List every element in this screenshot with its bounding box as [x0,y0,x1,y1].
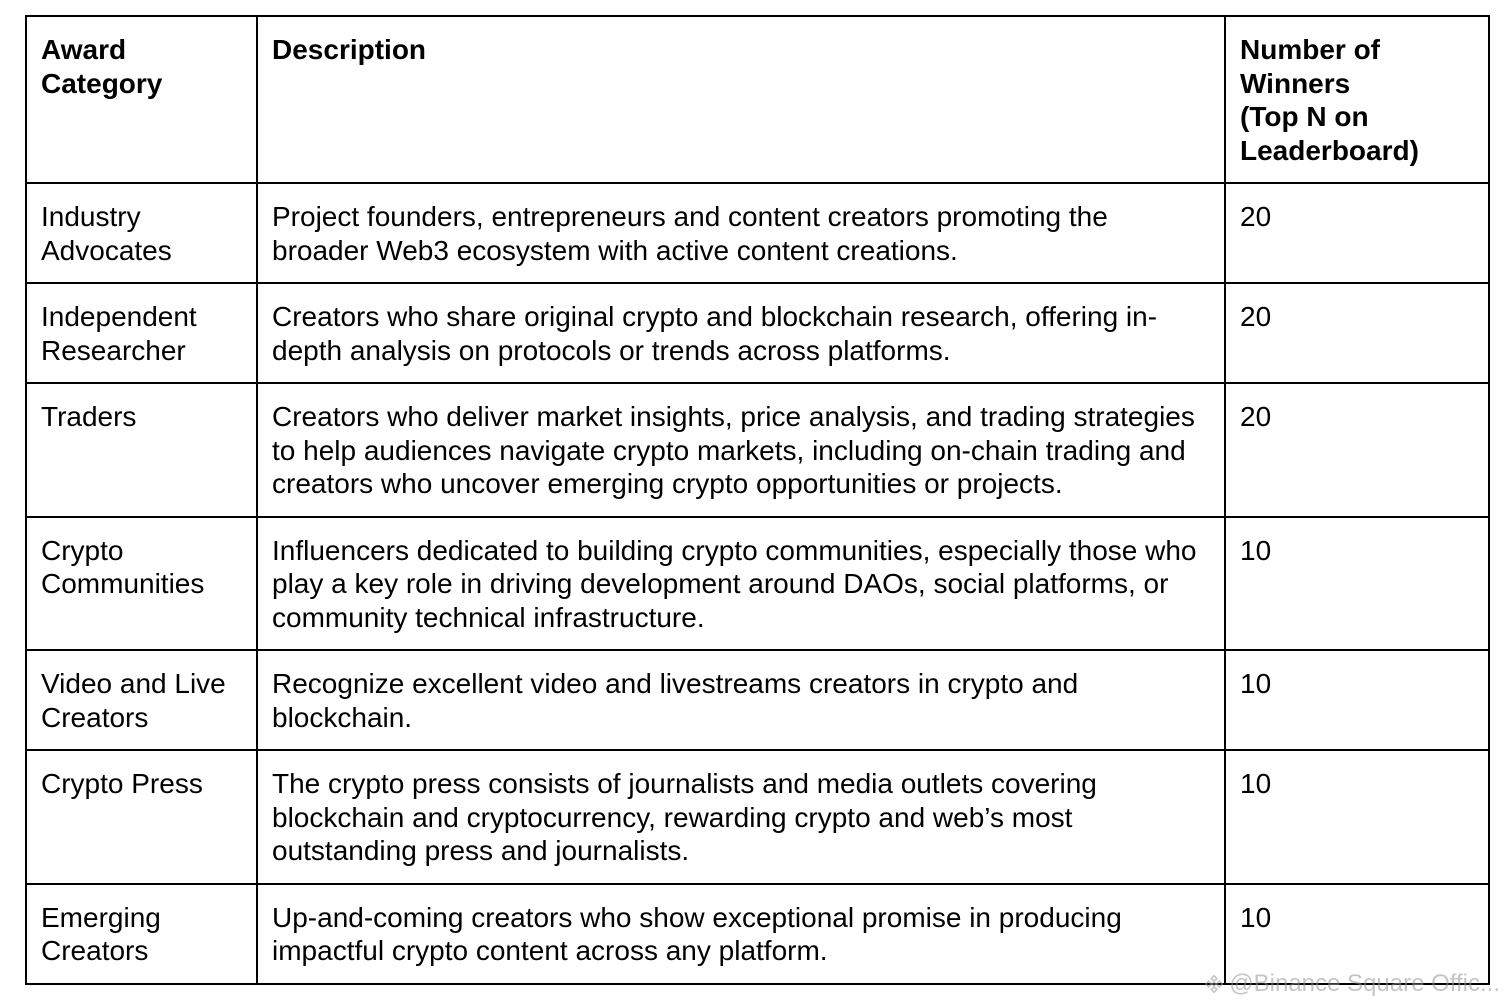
winners-cell: 20 [1225,283,1489,383]
table-row [26,650,1489,750]
table-row [26,283,1489,383]
winners-cell: 20 [1225,183,1489,283]
binance-logo-icon [1203,973,1225,995]
table-row [26,383,1489,517]
category-cell: Video and Live Creators [26,650,257,750]
category-cell: Crypto Press [26,750,257,884]
header-award-category: Award Category [26,16,257,183]
awards-table [25,15,1490,985]
description-cell: Recognize excellent video and livestreams creators in crypto and blockchain. [257,650,1225,750]
table-body [26,183,1489,984]
description-cell: Creators who deliver market insights, price analysis, and trading strategies to help audiences navigate crypto markets, including on-chain trading and creators who uncover emerging crypto opportunities or projects. [257,383,1225,517]
winners-cell: 20 [1225,383,1489,517]
description-cell: Up-and-coming creators who show exceptional promise in producing impactful crypto content across any platform. [257,884,1225,984]
category-cell: Independent Researcher [26,283,257,383]
description-cell: Influencers dedicated to building crypto communities, especially those who play a key role in driving development around DAOs, social platforms, or community technical infrastructure. [257,517,1225,651]
header-description: Description [257,16,1225,183]
category-cell: Emerging Creators [26,884,257,984]
winners-cell: 10 [1225,750,1489,884]
winners-cell: 10 [1225,517,1489,651]
winners-cell: 10 [1225,650,1489,750]
description-cell: Creators who share original crypto and blockchain research, offering in-depth analysis on protocols or trends across platforms. [257,283,1225,383]
description-cell: The crypto press consists of journalists and media outlets covering blockchain and cryptocurrency, rewarding crypto and web’s most outstanding press and journalists. [257,750,1225,884]
category-cell: Crypto Communities [26,517,257,651]
table-row [26,517,1489,651]
header-number-of-winners: Number of Winners (Top N on Leaderboard) [1225,16,1489,183]
table-row [26,750,1489,884]
watermark-text: @Binance Square Offic... [1229,970,1500,997]
description-cell: Project founders, entrepreneurs and content creators promoting the broader Web3 ecosystem with active content creations. [257,183,1225,283]
category-cell: Traders [26,383,257,517]
table-row [26,884,1489,984]
table-row [26,183,1489,283]
winners-cell: 10 [1225,884,1489,984]
watermark [1203,970,1500,998]
table-header-row [26,16,1489,183]
category-cell: Industry Advocates [26,183,257,283]
